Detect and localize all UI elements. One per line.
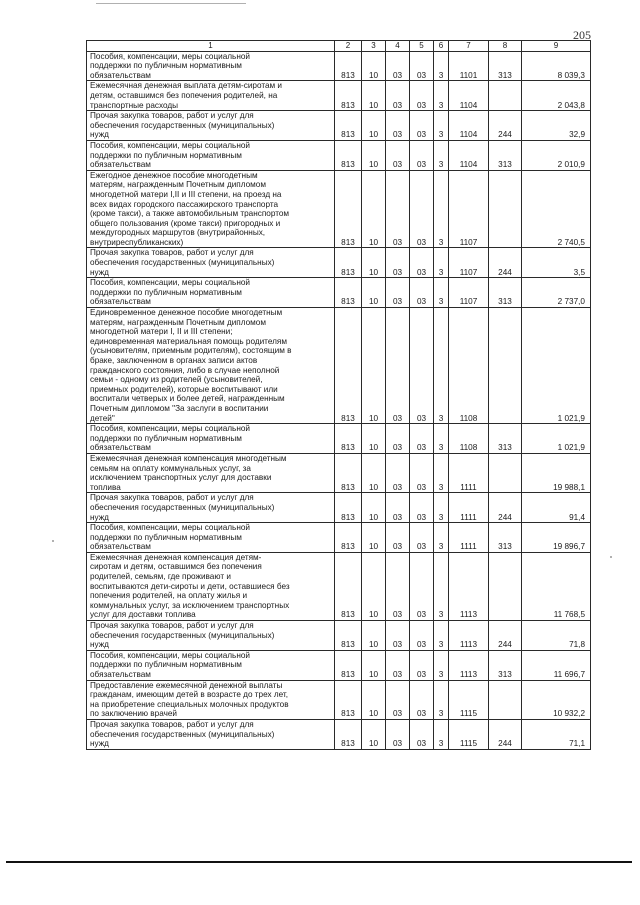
row-code-c7: 1108 bbox=[449, 424, 489, 454]
row-code-c2: 813 bbox=[335, 680, 362, 719]
col-header-9: 9 bbox=[522, 41, 591, 52]
row-code-c3: 10 bbox=[362, 523, 386, 553]
row-code-c4: 03 bbox=[386, 308, 410, 424]
row-code-c2: 813 bbox=[335, 453, 362, 492]
row-code-c5: 03 bbox=[410, 111, 434, 141]
row-description: Пособия, компенсации, меры социальной поддержки по публичным нормативным обязательствам bbox=[87, 424, 335, 454]
row-code-c2: 813 bbox=[335, 248, 362, 278]
row-code-c7: 1111 bbox=[449, 523, 489, 553]
row-description: Пособия, компенсации, меры социальной поддержки по публичным нормативным обязательствам bbox=[87, 650, 335, 680]
table-row bbox=[87, 552, 591, 620]
row-code-c2: 813 bbox=[335, 308, 362, 424]
row-code-c4: 03 bbox=[386, 140, 410, 170]
row-code-c2: 813 bbox=[335, 621, 362, 651]
row-code-c2: 813 bbox=[335, 493, 362, 523]
row-code-c2: 813 bbox=[335, 51, 362, 81]
row-code-c5: 03 bbox=[410, 51, 434, 81]
table-row bbox=[87, 719, 591, 749]
row-code-c6: 3 bbox=[434, 140, 449, 170]
row-code-c6: 3 bbox=[434, 170, 449, 248]
table-row bbox=[87, 453, 591, 492]
row-amount: 3,5 bbox=[522, 248, 591, 278]
table-row bbox=[87, 170, 591, 248]
row-code-c5: 03 bbox=[410, 552, 434, 620]
col-header-1: 1 bbox=[87, 41, 335, 52]
table-row bbox=[87, 51, 591, 81]
row-code-c6: 3 bbox=[434, 278, 449, 308]
table-row bbox=[87, 680, 591, 719]
row-code-c8: 313 bbox=[489, 140, 522, 170]
row-description: Прочая закупка товаров, работ и услуг для обеспечения государственных (муниципальных) нужд bbox=[87, 111, 335, 141]
row-code-c3: 10 bbox=[362, 170, 386, 248]
row-code-c3: 10 bbox=[362, 81, 386, 111]
row-code-c8 bbox=[489, 170, 522, 248]
row-code-c2: 813 bbox=[335, 523, 362, 553]
row-code-c7: 1113 bbox=[449, 552, 489, 620]
row-code-c5: 03 bbox=[410, 493, 434, 523]
row-amount: 71,8 bbox=[522, 621, 591, 651]
row-code-c8: 313 bbox=[489, 51, 522, 81]
row-code-c3: 10 bbox=[362, 493, 386, 523]
row-code-c6: 3 bbox=[434, 51, 449, 81]
col-header-5: 5 bbox=[410, 41, 434, 52]
row-code-c8 bbox=[489, 552, 522, 620]
row-amount: 71,1 bbox=[522, 719, 591, 749]
row-code-c6: 3 bbox=[434, 453, 449, 492]
row-code-c6: 3 bbox=[434, 248, 449, 278]
table-row bbox=[87, 650, 591, 680]
row-amount: 1 021,9 bbox=[522, 308, 591, 424]
row-code-c3: 10 bbox=[362, 308, 386, 424]
row-code-c6: 3 bbox=[434, 552, 449, 620]
col-header-4: 4 bbox=[386, 41, 410, 52]
row-code-c8: 313 bbox=[489, 278, 522, 308]
page-number: 205 bbox=[573, 28, 591, 42]
row-amount: 10 932,2 bbox=[522, 680, 591, 719]
row-code-c2: 813 bbox=[335, 111, 362, 141]
row-code-c5: 03 bbox=[410, 170, 434, 248]
row-amount: 2 737,0 bbox=[522, 278, 591, 308]
row-amount: 19 896,7 bbox=[522, 523, 591, 553]
row-description: Ежегодное денежное пособие многодетным матерям, награжденным Почетным дипломом многодетной матери I,II и III степени, на проезд на всех видах городского пассажирского транспорта (кроме такси), а также автомобильным транспортом общего пользования (кроме такси) пригородных и междугородных маршрутов (внутрирайонных, внутриреспубликанских) bbox=[87, 170, 335, 248]
table-row bbox=[87, 140, 591, 170]
row-code-c8: 244 bbox=[489, 111, 522, 141]
row-code-c8: 313 bbox=[489, 424, 522, 454]
row-code-c5: 03 bbox=[410, 278, 434, 308]
row-code-c6: 3 bbox=[434, 719, 449, 749]
row-code-c7: 1115 bbox=[449, 719, 489, 749]
table-header-row bbox=[87, 41, 591, 52]
row-code-c7: 1113 bbox=[449, 650, 489, 680]
row-code-c3: 10 bbox=[362, 719, 386, 749]
row-description: Прочая закупка товаров, работ и услуг для обеспечения государственных (муниципальных) нужд bbox=[87, 621, 335, 651]
row-code-c8: 244 bbox=[489, 248, 522, 278]
row-code-c5: 03 bbox=[410, 81, 434, 111]
row-code-c4: 03 bbox=[386, 552, 410, 620]
budget-table bbox=[86, 40, 591, 750]
row-code-c5: 03 bbox=[410, 523, 434, 553]
row-code-c7: 1104 bbox=[449, 111, 489, 141]
row-code-c8: 244 bbox=[489, 719, 522, 749]
row-code-c7: 1104 bbox=[449, 140, 489, 170]
row-code-c2: 813 bbox=[335, 552, 362, 620]
row-code-c4: 03 bbox=[386, 680, 410, 719]
row-code-c4: 03 bbox=[386, 621, 410, 651]
row-code-c7: 1107 bbox=[449, 170, 489, 248]
table-row bbox=[87, 81, 591, 111]
scan-speck bbox=[610, 556, 612, 558]
row-amount: 11 696,7 bbox=[522, 650, 591, 680]
row-code-c2: 813 bbox=[335, 278, 362, 308]
row-description: Пособия, компенсации, меры социальной поддержки по публичным нормативным обязательствам bbox=[87, 278, 335, 308]
row-amount: 2 740,5 bbox=[522, 170, 591, 248]
row-code-c4: 03 bbox=[386, 719, 410, 749]
row-code-c3: 10 bbox=[362, 552, 386, 620]
row-code-c6: 3 bbox=[434, 493, 449, 523]
row-code-c3: 10 bbox=[362, 111, 386, 141]
row-description: Прочая закупка товаров, работ и услуг для обеспечения государственных (муниципальных) нужд bbox=[87, 493, 335, 523]
row-code-c3: 10 bbox=[362, 650, 386, 680]
table-body bbox=[87, 51, 591, 749]
row-amount: 1 021,9 bbox=[522, 424, 591, 454]
row-code-c6: 3 bbox=[434, 523, 449, 553]
row-code-c4: 03 bbox=[386, 170, 410, 248]
row-code-c5: 03 bbox=[410, 453, 434, 492]
row-code-c8: 313 bbox=[489, 523, 522, 553]
row-code-c7: 1107 bbox=[449, 278, 489, 308]
table-row bbox=[87, 308, 591, 424]
row-code-c2: 813 bbox=[335, 140, 362, 170]
table-row bbox=[87, 424, 591, 454]
bottom-rule bbox=[6, 861, 632, 863]
row-code-c6: 3 bbox=[434, 111, 449, 141]
col-header-7: 7 bbox=[449, 41, 489, 52]
table-row bbox=[87, 523, 591, 553]
row-code-c7: 1111 bbox=[449, 453, 489, 492]
row-code-c8: 313 bbox=[489, 650, 522, 680]
col-header-2: 2 bbox=[335, 41, 362, 52]
row-code-c6: 3 bbox=[434, 308, 449, 424]
row-code-c7: 1111 bbox=[449, 493, 489, 523]
table-row bbox=[87, 621, 591, 651]
row-code-c6: 3 bbox=[434, 621, 449, 651]
row-code-c7: 1101 bbox=[449, 51, 489, 81]
row-amount: 91,4 bbox=[522, 493, 591, 523]
col-header-8: 8 bbox=[489, 41, 522, 52]
row-code-c2: 813 bbox=[335, 170, 362, 248]
row-code-c5: 03 bbox=[410, 308, 434, 424]
row-code-c5: 03 bbox=[410, 424, 434, 454]
row-code-c8: 244 bbox=[489, 493, 522, 523]
row-code-c6: 3 bbox=[434, 650, 449, 680]
row-code-c6: 3 bbox=[434, 424, 449, 454]
row-amount: 8 039,3 bbox=[522, 51, 591, 81]
row-amount: 11 768,5 bbox=[522, 552, 591, 620]
row-amount: 2 043,8 bbox=[522, 81, 591, 111]
row-description: Пособия, компенсации, меры социальной поддержки по публичным нормативным обязательствам bbox=[87, 140, 335, 170]
row-code-c4: 03 bbox=[386, 248, 410, 278]
row-description: Ежемесячная денежная выплата детям-сиротам и детям, оставшимся без попечения родителей, на транспортные расходы bbox=[87, 81, 335, 111]
row-code-c5: 03 bbox=[410, 719, 434, 749]
row-code-c7: 1107 bbox=[449, 248, 489, 278]
row-code-c2: 813 bbox=[335, 650, 362, 680]
top-scan-mark bbox=[96, 3, 246, 4]
row-code-c3: 10 bbox=[362, 453, 386, 492]
col-header-3: 3 bbox=[362, 41, 386, 52]
row-code-c4: 03 bbox=[386, 424, 410, 454]
row-description: Прочая закупка товаров, работ и услуг для обеспечения государственных (муниципальных) нужд bbox=[87, 248, 335, 278]
row-description: Ежемесячная денежная компенсация детям- сиротам и детям, оставшимся без попечения родителей, семьям, где проживают и воспитываются дети-сироты и дети, оставшиеся без попечения родителей, на оплату жилья и коммунальных услуг, за исключением транспортных услуг для доставки топлива bbox=[87, 552, 335, 620]
row-code-c3: 10 bbox=[362, 424, 386, 454]
row-code-c2: 813 bbox=[335, 424, 362, 454]
row-amount: 19 988,1 bbox=[522, 453, 591, 492]
table-row bbox=[87, 278, 591, 308]
row-description: Пособия, компенсации, меры социальной поддержки по публичным нормативным обязательствам bbox=[87, 51, 335, 81]
row-description: Предоставление ежемесячной денежной выплаты гражданам, имеющим детей в возрасте до трех лет, на приобретение специальных молочных продуктов по заключению врачей bbox=[87, 680, 335, 719]
row-code-c5: 03 bbox=[410, 680, 434, 719]
row-amount: 2 010,9 bbox=[522, 140, 591, 170]
row-code-c6: 3 bbox=[434, 680, 449, 719]
row-code-c7: 1115 bbox=[449, 680, 489, 719]
row-description: Прочая закупка товаров, работ и услуг для обеспечения государственных (муниципальных) нужд bbox=[87, 719, 335, 749]
col-header-6: 6 bbox=[434, 41, 449, 52]
row-code-c7: 1104 bbox=[449, 81, 489, 111]
table-row bbox=[87, 493, 591, 523]
row-code-c3: 10 bbox=[362, 248, 386, 278]
row-code-c4: 03 bbox=[386, 278, 410, 308]
scan-speck bbox=[52, 540, 54, 542]
row-description: Единовременное денежное пособие многодетным матерям, награжденным Почетным дипломом многодетной матери I, II и III степени; единовременная материальная помощь родителям (усыновителям, приемным родителям), состоящим в браке, заключенном в органах записи актов гражданского состояния, либо в случае неполной семьи - одному из родителей (усыновителей, приемных родителей), которые воспитывают или воспитали четверых и более детей, награжденным Почетным дипломом "За заслуги в воспитании детей" bbox=[87, 308, 335, 424]
row-code-c5: 03 bbox=[410, 650, 434, 680]
row-code-c4: 03 bbox=[386, 650, 410, 680]
row-code-c8: 244 bbox=[489, 621, 522, 651]
row-code-c3: 10 bbox=[362, 278, 386, 308]
row-code-c4: 03 bbox=[386, 523, 410, 553]
row-code-c8 bbox=[489, 308, 522, 424]
row-code-c3: 10 bbox=[362, 140, 386, 170]
row-amount: 32,9 bbox=[522, 111, 591, 141]
row-code-c8 bbox=[489, 81, 522, 111]
row-code-c2: 813 bbox=[335, 719, 362, 749]
row-code-c3: 10 bbox=[362, 621, 386, 651]
row-code-c4: 03 bbox=[386, 51, 410, 81]
table-row bbox=[87, 248, 591, 278]
row-code-c4: 03 bbox=[386, 111, 410, 141]
row-code-c8 bbox=[489, 680, 522, 719]
row-code-c5: 03 bbox=[410, 621, 434, 651]
row-code-c3: 10 bbox=[362, 51, 386, 81]
row-code-c4: 03 bbox=[386, 81, 410, 111]
table-row bbox=[87, 111, 591, 141]
row-description: Пособия, компенсации, меры социальной поддержки по публичным нормативным обязательствам bbox=[87, 523, 335, 553]
row-code-c3: 10 bbox=[362, 680, 386, 719]
row-code-c5: 03 bbox=[410, 248, 434, 278]
row-code-c6: 3 bbox=[434, 81, 449, 111]
row-code-c7: 1113 bbox=[449, 621, 489, 651]
row-code-c4: 03 bbox=[386, 453, 410, 492]
row-code-c7: 1108 bbox=[449, 308, 489, 424]
row-code-c5: 03 bbox=[410, 140, 434, 170]
row-code-c8 bbox=[489, 453, 522, 492]
row-description: Ежемесячная денежная компенсация многодетным семьям на оплату коммунальных услуг, за исключением транспортных услуг для доставки топлива bbox=[87, 453, 335, 492]
row-code-c4: 03 bbox=[386, 493, 410, 523]
row-code-c2: 813 bbox=[335, 81, 362, 111]
